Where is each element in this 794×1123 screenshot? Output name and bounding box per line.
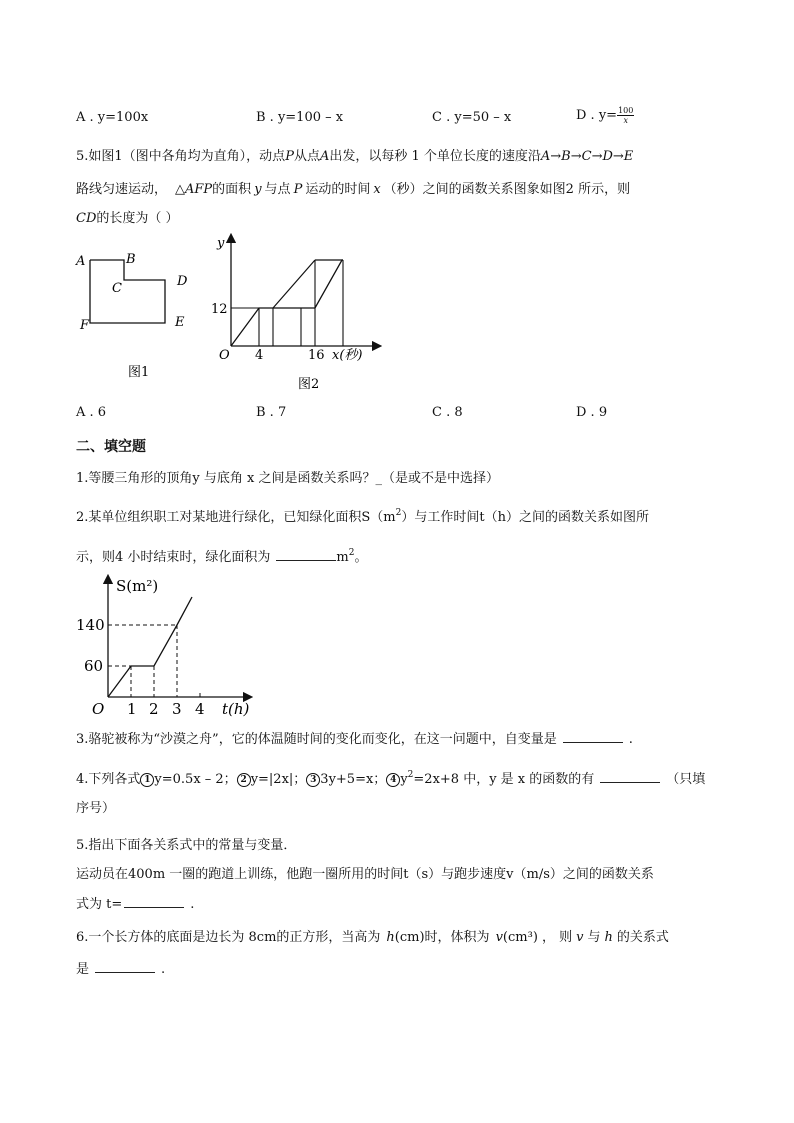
f6-line2 bbox=[76, 958, 165, 977]
q5-text: 与点 bbox=[264, 182, 291, 197]
route: A→B→C→D→E bbox=[540, 149, 634, 164]
var-p: P bbox=[285, 149, 294, 164]
var-h: h bbox=[386, 930, 395, 945]
f2-text: m bbox=[336, 550, 349, 565]
option-a: A . y=100x bbox=[76, 110, 149, 125]
f2-xtick-2: 2 bbox=[149, 700, 159, 718]
circled-number-4: 4 bbox=[386, 773, 400, 787]
f2-xtick-3: 3 bbox=[172, 700, 182, 718]
circled-number-1: 1 bbox=[140, 773, 154, 787]
fraction-denominator: x bbox=[623, 116, 628, 125]
q5-text: 路线匀速运动， bbox=[76, 182, 168, 197]
q5-line2 bbox=[76, 178, 630, 197]
option-d-prefix: D . y= bbox=[576, 108, 618, 123]
fig2-origin: O bbox=[219, 348, 230, 363]
fig1-label-b: B bbox=[126, 252, 136, 267]
option-d bbox=[576, 106, 634, 125]
fig2-tick-16: 16 bbox=[308, 348, 325, 363]
f1-question: 1.等腰三角形的顶角y 与底角 x 之间是函数关系吗？_（是或不是中选择） bbox=[76, 471, 499, 486]
answer-blank[interactable] bbox=[600, 770, 660, 783]
fig1-label-d: D bbox=[177, 274, 188, 289]
f6-line1 bbox=[76, 926, 669, 945]
answer-blank[interactable] bbox=[95, 960, 155, 973]
f6-text: 的关系式 bbox=[616, 930, 669, 945]
f4-expr: y=|2x|； bbox=[250, 772, 307, 787]
fig2-caption: 图2 bbox=[298, 377, 320, 392]
q5-option-b: B . 7 bbox=[256, 405, 287, 420]
q5-option-c: C . 8 bbox=[432, 405, 463, 420]
f2-xtick-4: 4 bbox=[195, 700, 205, 718]
q5-text: （秒）之间的函数关系图象如图2 所示，则 bbox=[383, 182, 631, 197]
q5-line3 bbox=[76, 207, 179, 226]
var-h: h bbox=[604, 930, 613, 945]
superscript: 2 bbox=[407, 770, 414, 780]
f6-text: 与 bbox=[587, 930, 601, 945]
q5-text: 运动的时间 bbox=[305, 182, 371, 197]
f6-text: 是 bbox=[76, 962, 90, 977]
var-y: y bbox=[254, 182, 262, 197]
f6-text: (cm³) ， 则 bbox=[502, 930, 573, 945]
q5-text: 从点 bbox=[293, 149, 320, 164]
f4-expr: =2x+8 中，y 是 x 的函数的有 bbox=[413, 772, 595, 787]
f4-text: 4.下列各式 bbox=[76, 772, 141, 787]
f2-graph-line bbox=[108, 597, 192, 697]
triangle-afp: △AFP bbox=[175, 182, 213, 197]
q5-text: 的面积 bbox=[212, 182, 252, 197]
fraction-numerator: 100 bbox=[618, 106, 634, 115]
var-v: v bbox=[576, 930, 584, 945]
figure-1 bbox=[70, 245, 200, 380]
circled-number-3: 3 bbox=[306, 773, 320, 787]
f2-origin: O bbox=[92, 700, 105, 718]
fig2-graph-line bbox=[231, 260, 343, 346]
f2-x-label: t(h) bbox=[222, 700, 250, 718]
f6-text: . bbox=[161, 962, 166, 977]
fig2-tick-4: 4 bbox=[255, 348, 264, 363]
f4-text: （只填 bbox=[666, 772, 706, 787]
f3-question bbox=[76, 728, 633, 747]
segment-cd: CD bbox=[76, 211, 97, 226]
f2-line1 bbox=[76, 506, 649, 525]
f5-line3 bbox=[76, 893, 194, 912]
f2-line2 bbox=[76, 546, 367, 565]
f5-text: . bbox=[190, 897, 195, 912]
f3-text: . bbox=[628, 732, 633, 747]
fig2-tick-12: 12 bbox=[211, 302, 228, 317]
superscript: 2 bbox=[348, 548, 355, 558]
figure-1-shape bbox=[90, 260, 165, 323]
fig2-rising-line bbox=[273, 260, 315, 308]
f4-expr: y bbox=[400, 772, 408, 787]
fig1-caption: 图1 bbox=[128, 365, 150, 380]
option-c: C . y=50 – x bbox=[432, 110, 512, 125]
fig1-label-f: F bbox=[80, 318, 90, 333]
q5-option-a: A . 6 bbox=[76, 405, 107, 420]
f2-y-label: S(m²) bbox=[116, 577, 159, 595]
answer-blank[interactable] bbox=[124, 895, 184, 908]
f5-text: 式为 t= bbox=[76, 897, 123, 912]
f2-chart bbox=[76, 573, 266, 723]
q5-text: 出发，以每秒 1 个单位长度的速度沿 bbox=[329, 149, 541, 164]
f2-text: 。 bbox=[354, 550, 368, 565]
f5-line2: 运动员在400m 一圈的跑道上训练，他跑一圈所用的时间t（s）与跑步速度v（m/s）之间的函数关系 bbox=[76, 867, 654, 882]
fraction bbox=[617, 106, 634, 125]
f6-text: (cm)时，体积为 bbox=[394, 930, 490, 945]
q5-option-d: D . 9 bbox=[576, 405, 608, 420]
fig2-y-label: y bbox=[217, 236, 225, 251]
f2-text: ）与工作时间t（h）之间的函数关系如图所 bbox=[401, 510, 649, 525]
f3-text: 3.骆驼被称为“沙漠之舟”，它的体温随时间的变化而变化，在这一问题中，自变量是 bbox=[76, 732, 557, 747]
fig1-label-e: E bbox=[175, 315, 185, 330]
q5-text: 的长度为（ ） bbox=[96, 211, 179, 226]
option-b: B . y=100 – x bbox=[256, 110, 344, 125]
f2-tick-140: 140 bbox=[76, 616, 105, 634]
var-a: A bbox=[319, 149, 330, 164]
fig2-x-label: x(秒) bbox=[332, 348, 363, 363]
circled-number-2: 2 bbox=[237, 773, 251, 787]
fig1-label-c: C bbox=[112, 281, 122, 296]
f6-text: 6.一个长方体的底面是边长为 8cm的正方形，当高为 bbox=[76, 930, 381, 945]
fig1-label-a: A bbox=[76, 254, 86, 269]
f2-xtick-1: 1 bbox=[127, 700, 137, 718]
answer-blank[interactable] bbox=[563, 730, 623, 743]
f2-tick-60: 60 bbox=[84, 657, 104, 675]
section-title: 二、填空题 bbox=[76, 439, 146, 455]
f4-expr: 3y+5=x； bbox=[320, 772, 387, 787]
superscript: 2 bbox=[395, 508, 402, 518]
f4-line2: 序号） bbox=[76, 801, 116, 816]
f2-text: 2.某单位组织职工对某地进行绿化，已知绿化面积S（m bbox=[76, 510, 396, 525]
q5-text: 5.如图1（图中各角均为直角），动点 bbox=[76, 149, 286, 164]
f4-expr: y=0.5x – 2； bbox=[154, 772, 237, 787]
figure-2 bbox=[205, 230, 415, 400]
f4-line1 bbox=[76, 768, 705, 787]
var-x: x bbox=[373, 182, 381, 197]
f5-line1: 5.指出下面各关系式中的常量与变量． bbox=[76, 838, 297, 853]
answer-blank[interactable] bbox=[276, 548, 336, 561]
f2-text: 示，则4 小时结束时，绿化面积为 bbox=[76, 550, 271, 565]
var-v: v bbox=[495, 930, 503, 945]
q5-line1 bbox=[76, 145, 633, 164]
var-p: P bbox=[293, 182, 303, 197]
